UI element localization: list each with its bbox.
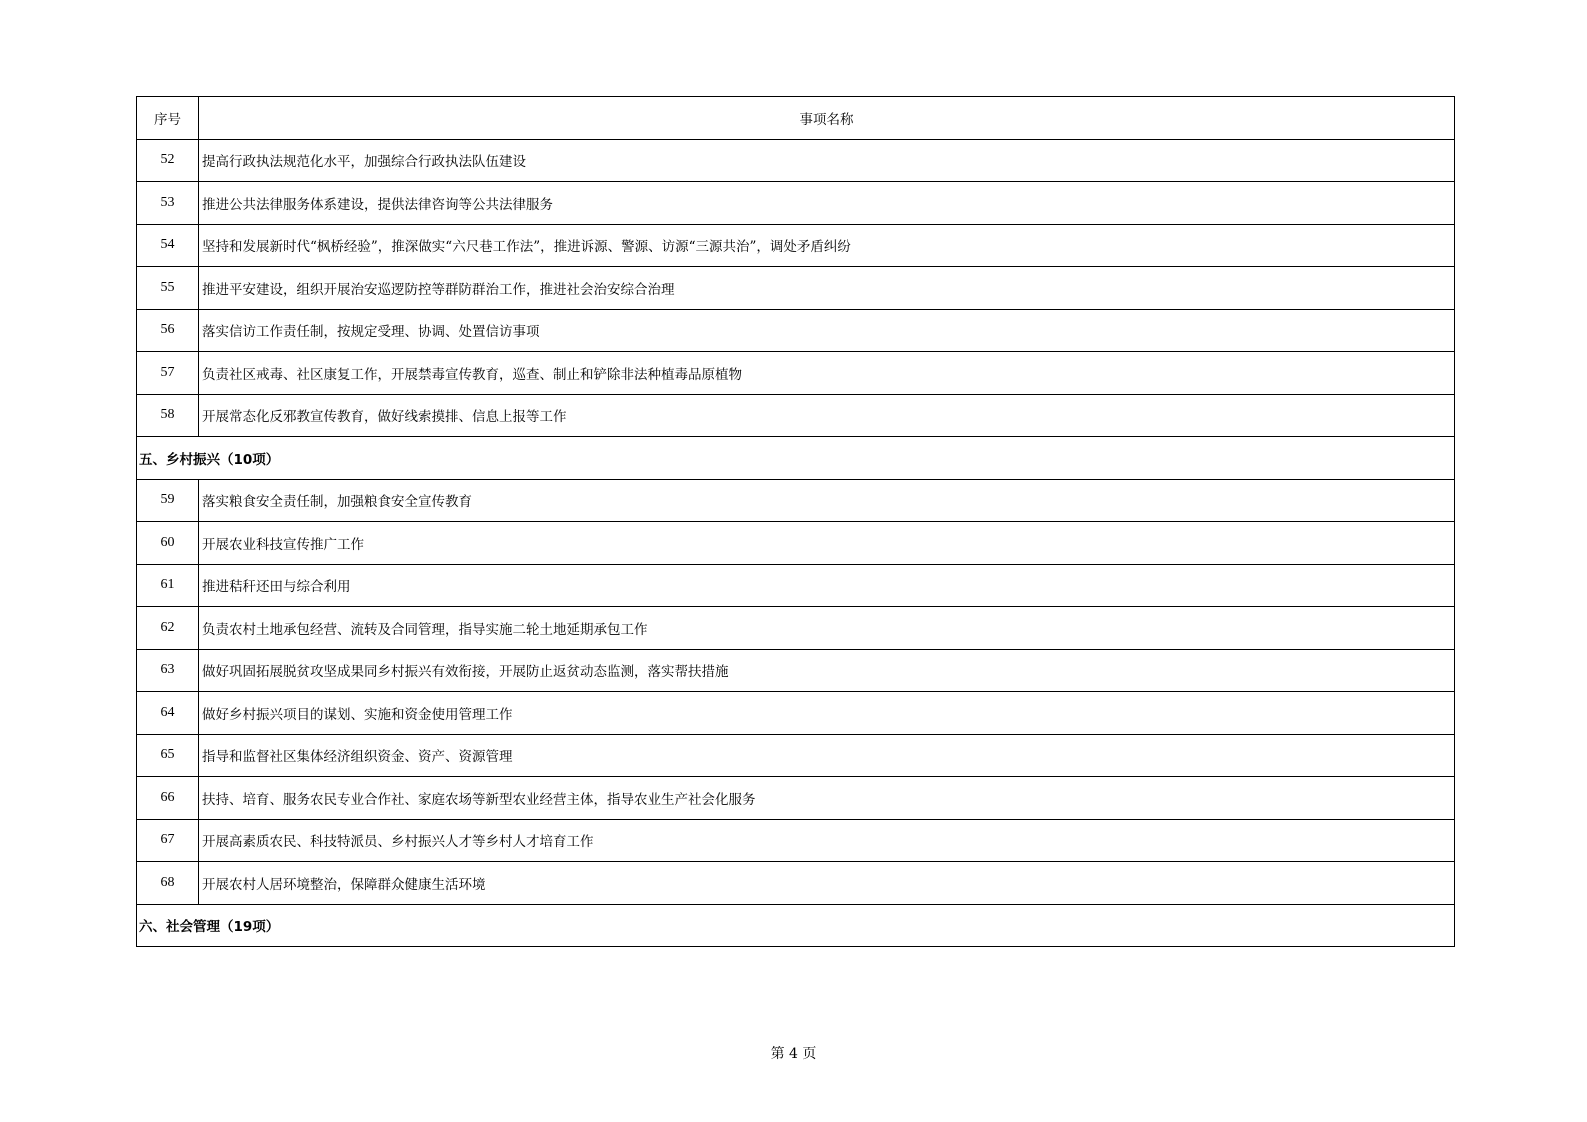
section-row	[137, 904, 1455, 947]
table-row	[137, 862, 1455, 905]
table-row	[137, 139, 1455, 182]
section-heading: 五、乡村振兴（10项）	[137, 437, 1455, 480]
item-name-cell: 开展高素质农民、科技特派员、乡村振兴人才等乡村人才培育工作	[199, 819, 1455, 862]
serial-number-cell: 60	[137, 522, 199, 565]
page-number: 第 4 页	[770, 1046, 817, 1062]
item-name-header: 事项名称	[199, 97, 1455, 140]
serial-number-cell: 65	[137, 734, 199, 777]
table-row	[137, 649, 1455, 692]
table-row	[137, 182, 1455, 225]
item-name-cell: 负责农村土地承包经营、流转及合同管理，指导实施二轮土地延期承包工作	[199, 607, 1455, 650]
serial-number-cell: 66	[137, 777, 199, 820]
serial-number-cell: 55	[137, 267, 199, 310]
serial-number-cell: 68	[137, 862, 199, 905]
table-row	[137, 309, 1455, 352]
table-row	[137, 479, 1455, 522]
table-row	[137, 267, 1455, 310]
serial-number-cell: 54	[137, 224, 199, 267]
table-row	[137, 692, 1455, 735]
serial-number-cell: 67	[137, 819, 199, 862]
serial-number-cell: 61	[137, 564, 199, 607]
item-name-cell: 开展农业科技宣传推广工作	[199, 522, 1455, 565]
item-name-cell: 坚持和发展新时代“枫桥经验”，推深做实“六尺巷工作法”，推进诉源、警源、访源“三源共治”，调处矛盾纠纷	[199, 224, 1455, 267]
serial-number-header: 序号	[137, 97, 199, 140]
item-name-cell: 扶持、培育、服务农民专业合作社、家庭农场等新型农业经营主体，指导农业生产社会化服务	[199, 777, 1455, 820]
table-header-row	[137, 97, 1455, 140]
item-name-cell: 推进公共法律服务体系建设，提供法律咨询等公共法律服务	[199, 182, 1455, 225]
item-name-cell: 提高行政执法规范化水平，加强综合行政执法队伍建设	[199, 139, 1455, 182]
serial-number-cell: 62	[137, 607, 199, 650]
table-row	[137, 522, 1455, 565]
table-body	[137, 139, 1455, 947]
serial-number-cell: 52	[137, 139, 199, 182]
table-row	[137, 224, 1455, 267]
table-row	[137, 777, 1455, 820]
item-name-cell: 开展常态化反邪教宣传教育，做好线索摸排、信息上报等工作	[199, 394, 1455, 437]
item-name-cell: 做好巩固拓展脱贫攻坚成果同乡村振兴有效衔接，开展防止返贫动态监测，落实帮扶措施	[199, 649, 1455, 692]
table-row	[137, 564, 1455, 607]
serial-number-cell: 56	[137, 309, 199, 352]
item-name-cell: 开展农村人居环境整治，保障群众健康生活环境	[199, 862, 1455, 905]
item-name-cell: 落实粮食安全责任制，加强粮食安全宣传教育	[199, 479, 1455, 522]
item-name-cell: 指导和监督社区集体经济组织资金、资产、资源管理	[199, 734, 1455, 777]
serial-number-cell: 63	[137, 649, 199, 692]
serial-number-cell: 58	[137, 394, 199, 437]
item-name-cell: 负责社区戒毒、社区康复工作，开展禁毒宣传教育，巡查、制止和铲除非法种植毒品原植物	[199, 352, 1455, 395]
item-name-cell: 推进秸秆还田与综合利用	[199, 564, 1455, 607]
serial-number-cell: 53	[137, 182, 199, 225]
section-row	[137, 437, 1455, 480]
item-name-cell: 推进平安建设，组织开展治安巡逻防控等群防群治工作，推进社会治安综合治理	[199, 267, 1455, 310]
table-row	[137, 819, 1455, 862]
serial-number-cell: 57	[137, 352, 199, 395]
table-row	[137, 352, 1455, 395]
section-heading: 六、社会管理（19项）	[137, 904, 1455, 947]
table-row	[137, 394, 1455, 437]
serial-number-cell: 64	[137, 692, 199, 735]
table-row	[137, 734, 1455, 777]
item-name-cell: 落实信访工作责任制，按规定受理、协调、处置信访事项	[199, 309, 1455, 352]
item-name-cell: 做好乡村振兴项目的谋划、实施和资金使用管理工作	[199, 692, 1455, 735]
serial-number-cell: 59	[137, 479, 199, 522]
table-row	[137, 607, 1455, 650]
matters-table	[136, 96, 1455, 947]
